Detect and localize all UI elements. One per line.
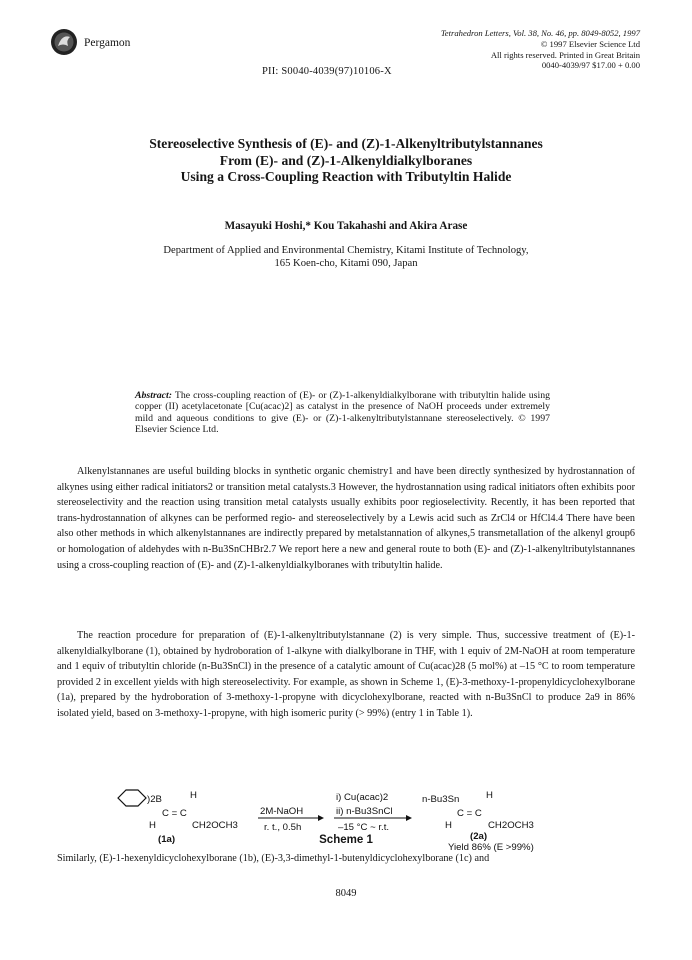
reactant-substituent: CH2OCH3 [192, 820, 238, 831]
rights-line: All rights reserved. Printed in Great Britain [490, 49, 640, 60]
page-number: 8049 [335, 888, 357, 899]
publisher-logo-icon [50, 28, 78, 56]
reactant-boryl: )2B [147, 794, 162, 805]
step2-reagent-2: ii) n-Bu3SnCl [336, 806, 393, 817]
step1-reagent: 2M-NaOH [260, 806, 304, 817]
affiliation-line-2: 165 Koen-cho, Kitami 090, Japan [274, 258, 418, 269]
journal-citation: Tetrahedron Letters, Vol. 38, No. 46, pp. 8049-8052, 1997 [440, 28, 640, 38]
body-paragraph-2: The reaction procedure for preparation of (E)-1-alkenyltributylstannane (2) is very simple. Thus, successive treatment of (E)-1-alkenyldialkylborane (1), obtained by hydroboration of 1-alkyne with dialkylborane in THF, with 1 equiv of 2M-NaOH at room temperature and 1 equiv of tributyltin chloride (n-Bu3SnCl) in the presence of a catalytic amount of Cu(acac)28 (5 mol%) at –15 °C to room temperature provided 2 in excellent yields with high stereoselectivity. For example, as shown in Scheme 1, (E)-3-methoxy-1-propenyldicyclohexylborane (1a), prepared by the hydroboration of 3-methoxy-1-propyne with dicyclohexylborane, reacted with n-Bu3SnCl to produce 2a9 in 86% isolated yield, based on 3-methoxy-1-propyne, with high isomeric purity (> 99%) (entry 1 in Table 1). [57, 630, 635, 719]
abstract [135, 390, 550, 436]
reactant-h-top: H [190, 790, 197, 801]
step2-conditions: –15 °C ~ r.t. [338, 822, 390, 833]
paper-title [40, 136, 652, 186]
step2-arrowhead-icon [406, 815, 412, 821]
affiliation-line-1: Department of Applied and Environmental Chemistry, Kitami Institute of Technology, [163, 245, 529, 256]
reactant-h-bottom: H [149, 820, 156, 831]
product-yield: Yield 86% (E >99%) [448, 842, 534, 852]
cyclohexyl-ring-icon [118, 790, 146, 806]
body-paragraph-1: Alkenylstannanes are useful building blocks in synthetic organic chemistry1 and have been directly synthesized by hydrostannation of alkynes using either radical initiators2 or transition metal catalysts.3 However, the hydrostannation using radical initiators often exhibits poor stereoselectivity and the reaction using transition metal catalysts usually exhibits poor regioselectivity. Recently, it has been reported that trans-hydrostannation of alkynes can be performed regio- and stereoselectively by a Lewis acid such as ZrCl4 or HfCl4.4 There have been also other methods in which alkenylstannanes are indirectly prepared by metalstannation of alkynes,5 transmetallation of the alkenyl group6 or homologation of aldehydes with n-Bu3SnCHBr2.7 We report here a new and general route to both (E)- and (Z)-1-alkenyltributylstannanes using a cross-coupling reaction of (E)- and (Z)-1-alkenyldialkylboranes with tributyltin halide. [57, 466, 635, 571]
title-line-2: From (E)- and (Z)-1-Alkenyldialkylboranes [219, 152, 473, 168]
reactant-alkene: C = C [162, 808, 187, 819]
product-h-bottom: H [445, 820, 452, 831]
step1-arrowhead-icon [318, 815, 324, 821]
product-h-top: H [486, 790, 493, 801]
pii-identifier: PII: S0040-4039(97)10106-X [262, 66, 392, 77]
authors: Masayuki Hoshi,* Kou Takahashi and Akira Arase [224, 220, 468, 232]
product-stannyl: n-Bu3Sn [422, 794, 460, 805]
copyright-line: © 1997 Elsevier Science Ltd [540, 38, 640, 49]
title-line-3: Using a Cross-Coupling Reaction with Tributyltin Halide [180, 169, 512, 185]
abstract-text: The cross-coupling reaction of (E)- or (Z)-1-alkenyldialkylborane with tributyltin halide using copper (II) acetylacetonate [Cu(acac)2] as catalyst in the presence of NaOH proceeds under extremely mild and aqueous conditions to give (E)- or (Z)-1-alkenyltributylstannane stereoselectively. © 1997 Elsevier Science Ltd. [135, 390, 550, 436]
product-label: (2a) [470, 831, 488, 842]
abstract-label: Abstract: [135, 390, 173, 401]
step2-reagent-1: i) Cu(acac)2 [336, 792, 389, 803]
product-alkene: C = C [457, 808, 482, 819]
reactant-label: (1a) [158, 834, 176, 845]
scheme-caption: Scheme 1 [319, 834, 373, 846]
product-substituent: CH2OCH3 [488, 820, 534, 831]
publisher-name: Pergamon [84, 37, 131, 49]
affiliation [40, 244, 652, 270]
title-line-1: Stereoselective Synthesis of (E)- and (Z)-1-Alkenyltributylstannanes [149, 136, 543, 151]
journal-info [441, 28, 640, 71]
price-line: 0040-4039/97 $17.00 + 0.00 [541, 60, 640, 71]
step1-conditions: r. t., 0.5h [264, 822, 302, 833]
body-last-line: Similarly, (E)-1-hexenyldicyclohexylborane (1b), (E)-3,3-dimethyl-1-butenyldicyclohexylborane (1c) and [57, 853, 490, 864]
